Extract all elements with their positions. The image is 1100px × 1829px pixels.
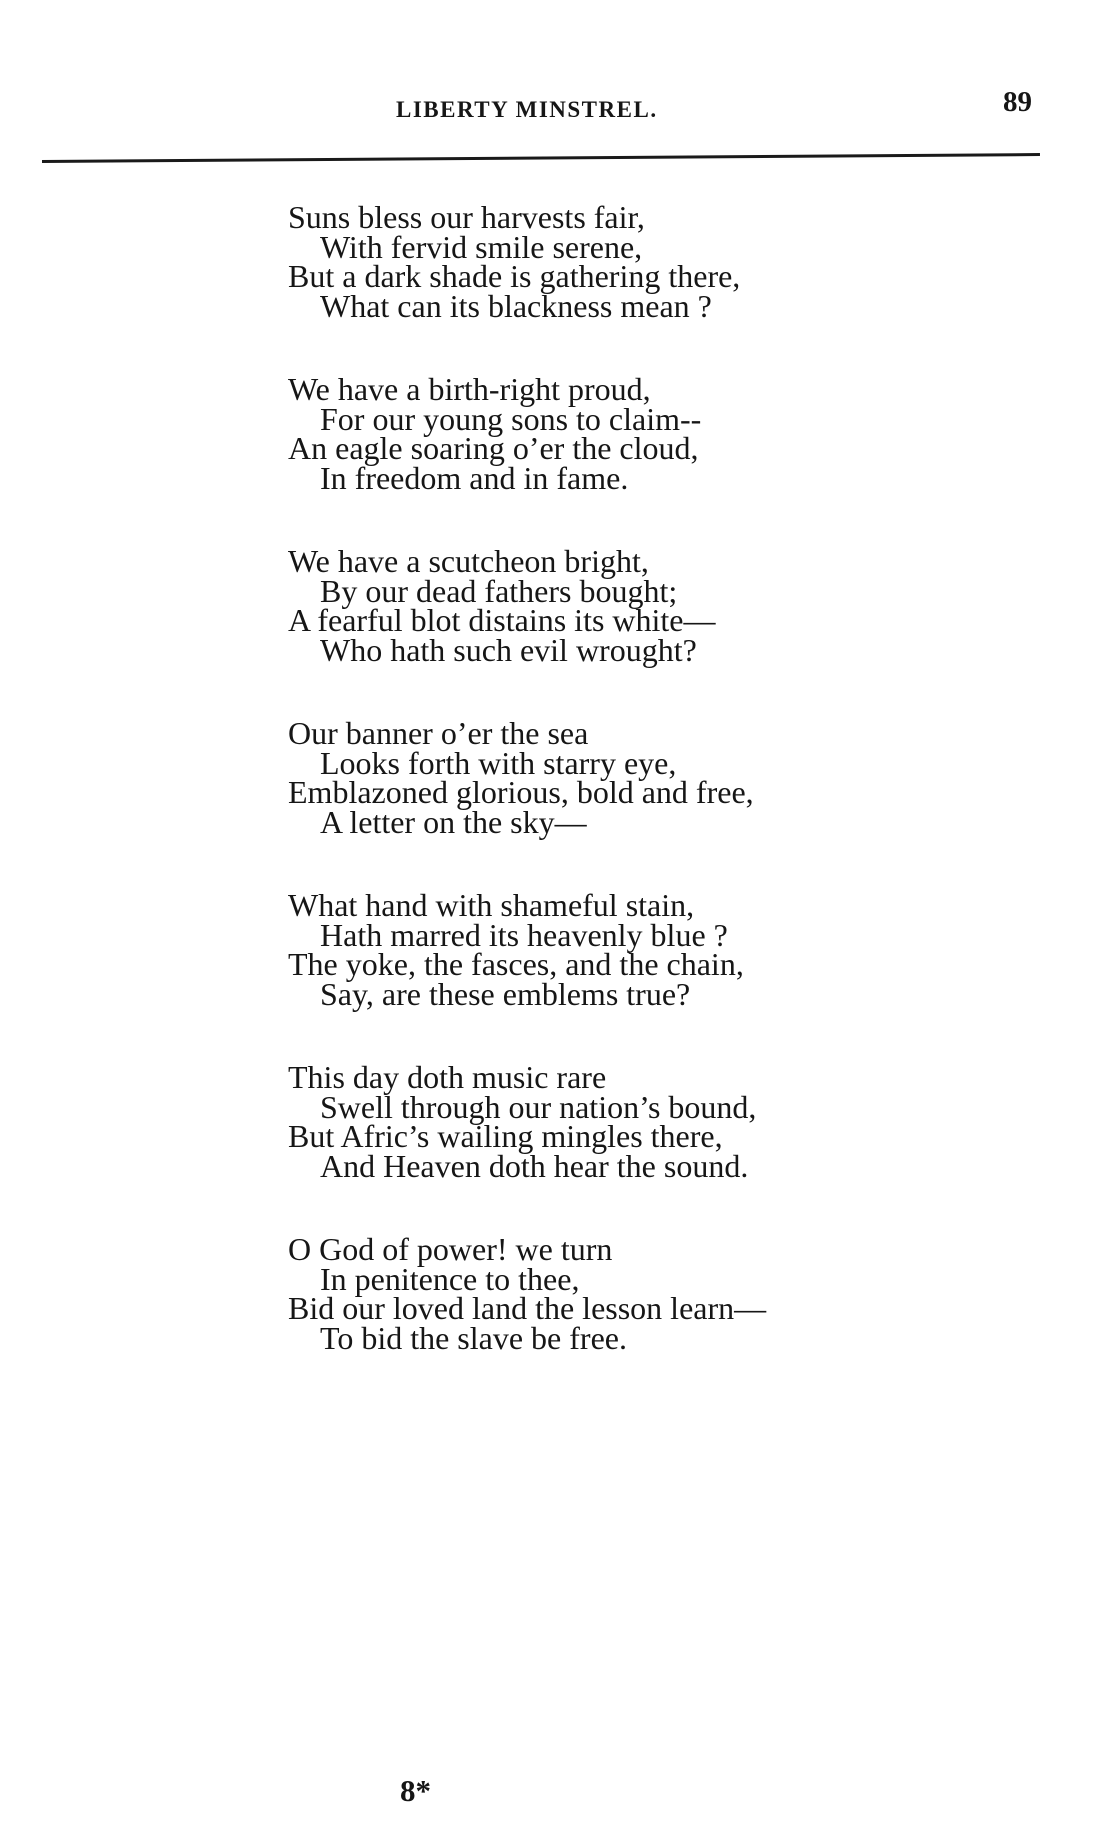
stanza bbox=[288, 199, 908, 324]
poem-line: In penitence to thee, bbox=[320, 1260, 580, 1297]
page-number: 89 bbox=[1003, 86, 1032, 118]
poem-line: And Heaven doth hear the sound. bbox=[320, 1147, 749, 1184]
poem-line: Bid our loved land the lesson learn— bbox=[288, 1290, 767, 1326]
stanza bbox=[288, 715, 908, 840]
poem-line: But Afric’s wailing mingles there, bbox=[288, 1118, 723, 1154]
poem-line: But a dark shade is gathering there, bbox=[288, 258, 741, 294]
header-rule bbox=[42, 153, 1040, 163]
poem-line: What can its blackness mean ? bbox=[320, 287, 712, 324]
poem-line: With fervid smile serene, bbox=[320, 228, 643, 265]
poem-line: An eagle soaring o’er the cloud, bbox=[288, 430, 699, 466]
poem-line: Emblazoned glorious, bold and free, bbox=[288, 774, 754, 810]
poem-line: Suns bless our harvests fair, bbox=[288, 199, 645, 235]
poem-line: Hath marred its heavenly blue ? bbox=[320, 916, 728, 953]
poem-line: For our young sons to claim-- bbox=[320, 400, 702, 437]
stanza bbox=[288, 543, 908, 668]
poem-line: We have a scutcheon bright, bbox=[288, 543, 649, 579]
poem-line: What hand with shameful stain, bbox=[288, 887, 695, 923]
signature-mark: 8* bbox=[400, 1773, 431, 1808]
poem-line: Swell through our nation’s bound, bbox=[320, 1088, 757, 1125]
poem-line: The yoke, the fasces, and the chain, bbox=[288, 946, 744, 982]
poem-line: Looks forth with starry eye, bbox=[320, 744, 677, 781]
poem-line: By our dead fathers bought; bbox=[320, 572, 678, 609]
poem-line: O God of power! we turn bbox=[288, 1231, 613, 1267]
poem-line: Who hath such evil wrought? bbox=[320, 631, 697, 668]
poem-line: This day doth music rare bbox=[288, 1059, 607, 1095]
stanza bbox=[288, 1231, 908, 1356]
stanza bbox=[288, 1059, 908, 1184]
poem-line: Say, are these emblems true? bbox=[320, 975, 691, 1012]
poem-line: A fearful blot distains its white— bbox=[288, 602, 716, 638]
running-title: LIBERTY MINSTREL. bbox=[396, 97, 658, 122]
stanza bbox=[288, 371, 908, 496]
poem-line: In freedom and in fame. bbox=[320, 459, 629, 496]
poem bbox=[288, 199, 908, 1407]
poem-line: Our banner o’er the sea bbox=[288, 715, 589, 751]
poem-line: A letter on the sky— bbox=[320, 803, 587, 840]
poem-line: We have a birth-right proud, bbox=[288, 371, 651, 407]
stanza bbox=[288, 887, 908, 1012]
poem-line: To bid the slave be free. bbox=[320, 1319, 627, 1356]
